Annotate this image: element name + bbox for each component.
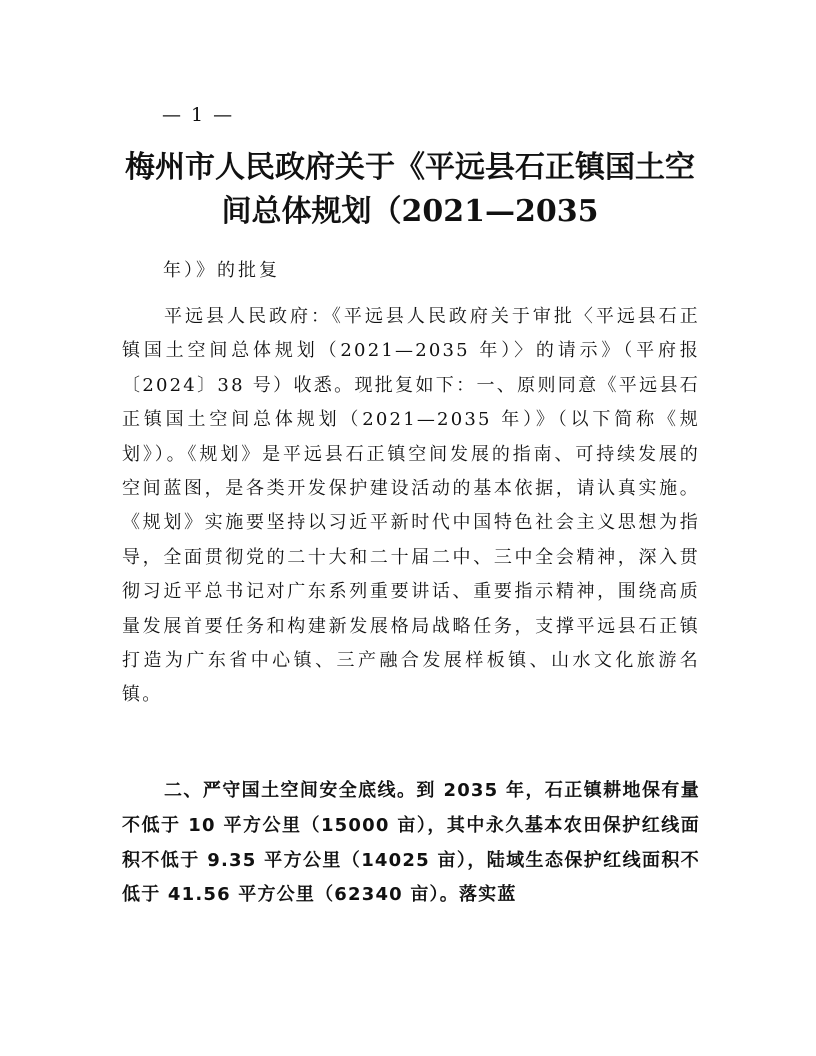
title-line-2: 间总体规划（2021—2035 — [221, 194, 599, 229]
body-paragraph-1: 平远县人民政府：《平远县人民政府关于审批〈平远县石正镇国土空间总体规划（2021—2035 年）〉的请示》（平府报〔2024〕38 号）收悉。现批复如下：一、原则同意《平远县石正镇国土空间总体规划（2021—2035 年）》（以下简称《规划》）。《规划》是平远县石正镇空间发展的指南、可持续发展的空间蓝图，是各类开发保护建设活动的基本依据，请认真实施。《规划》实施要坚持以习近平新时代中国特色社会主义思想为指导，全面贯彻党的二十大和二十届二中、三中全会精神，深入贯彻习近平总书记对广东系列重要讲话、重要指示精神，围绕高质量发展首要任务和构建新发展格局战略任务，支撑平远县石正镇打造为广东省中心镇、三产融合发展样板镇、山水文化旅游名镇。 — [122, 306, 700, 706]
document-title — [110, 146, 710, 234]
page-number: — 1 — — [162, 104, 235, 126]
title-line-1: 梅州市人民政府关于《平远县石正镇国土空 — [125, 150, 695, 185]
body-paragraph-2: 二、严守国土空间安全底线。到 2035 年，石正镇耕地保有量不低于 10 平方公里（15000 亩），其中永久基本农田保护红线面积不低于 9.35 平方公里（14025 亩），陆域生态保护红线面积不低于 41.56 平方公里（62340 亩）。落实蓝 — [122, 780, 700, 906]
title-continuation: 年）》的批复 — [163, 260, 280, 281]
